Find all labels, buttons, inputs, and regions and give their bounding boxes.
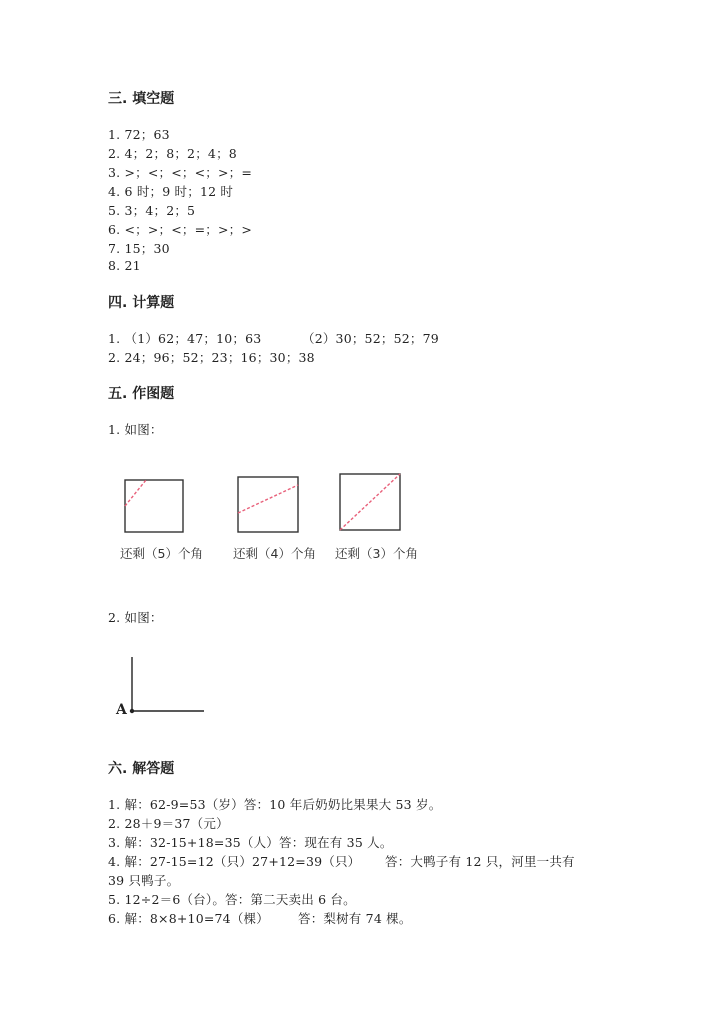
point-a-dot bbox=[130, 709, 134, 713]
drawing-q1-label: 1. 如图： bbox=[108, 422, 163, 437]
calc-item-1b: （2）30；52；52；79 bbox=[302, 331, 439, 346]
fill-in-item: 3. >；<；<；<；>；= bbox=[108, 165, 253, 180]
fill-in-item: 8. 21 bbox=[108, 258, 141, 273]
calc-item-1a: 1. （1）62；47；10；63 bbox=[108, 331, 262, 346]
caption-figure-3: 还剩（3）个角 bbox=[335, 546, 418, 561]
calc-item-2: 2. 24；96；52；23；16；30；38 bbox=[108, 350, 315, 365]
caption-figure-2: 还剩（4）个角 bbox=[233, 546, 316, 561]
drawing-q2-label: 2. 如图： bbox=[108, 610, 163, 625]
answer-line: 1. 解：62-9=53（岁）答：10 年后奶奶比果果大 53 岁。 bbox=[108, 797, 442, 812]
answer-line: 39 只鸭子。 bbox=[108, 873, 180, 888]
answer-line: 4. 解：27-15=12（只）27+12=39（只） bbox=[108, 854, 361, 869]
cut-line-2 bbox=[238, 485, 298, 513]
square-figure-1 bbox=[125, 480, 183, 532]
cut-line-3 bbox=[340, 474, 400, 530]
fill-in-item: 5. 3；4；2；5 bbox=[108, 203, 196, 218]
section-drawing-title: 五. 作图题 bbox=[108, 386, 175, 402]
fill-in-item: 4. 6 时；9 时；12 时 bbox=[108, 184, 234, 199]
answer-line: 答：梨树有 74 棵。 bbox=[298, 911, 412, 926]
section-calculation-title: 四. 计算题 bbox=[108, 295, 175, 311]
answer-line: 6. 解：8×8+10=74（棵） bbox=[108, 911, 269, 926]
fill-in-item: 7. 15；30 bbox=[108, 241, 170, 256]
section-answers-title: 六. 解答题 bbox=[108, 761, 175, 777]
answer-line: 2. 28＋9＝37（元） bbox=[108, 816, 229, 831]
answer-line: 3. 解：32-15+18=35（人）答：现在有 35 人。 bbox=[108, 835, 393, 850]
cut-line-1 bbox=[125, 480, 146, 506]
fill-in-item: 1. 72；63 bbox=[108, 127, 170, 142]
answer-line: 答：大鸭子有 12 只，河里一共有 bbox=[385, 854, 575, 869]
square-figure-2 bbox=[238, 477, 298, 532]
caption-figure-1: 还剩（5）个角 bbox=[120, 546, 203, 561]
section-fill-in-title: 三. 填空题 bbox=[108, 91, 175, 107]
fill-in-item: 2. 4；2；8；2；4；8 bbox=[108, 146, 237, 161]
fill-in-item: 6. <；>；<；=；>；> bbox=[108, 222, 253, 237]
point-a-label: A bbox=[116, 702, 127, 718]
answer-line: 5. 12÷2＝6（台）。答：第二天卖出 6 台。 bbox=[108, 892, 356, 907]
